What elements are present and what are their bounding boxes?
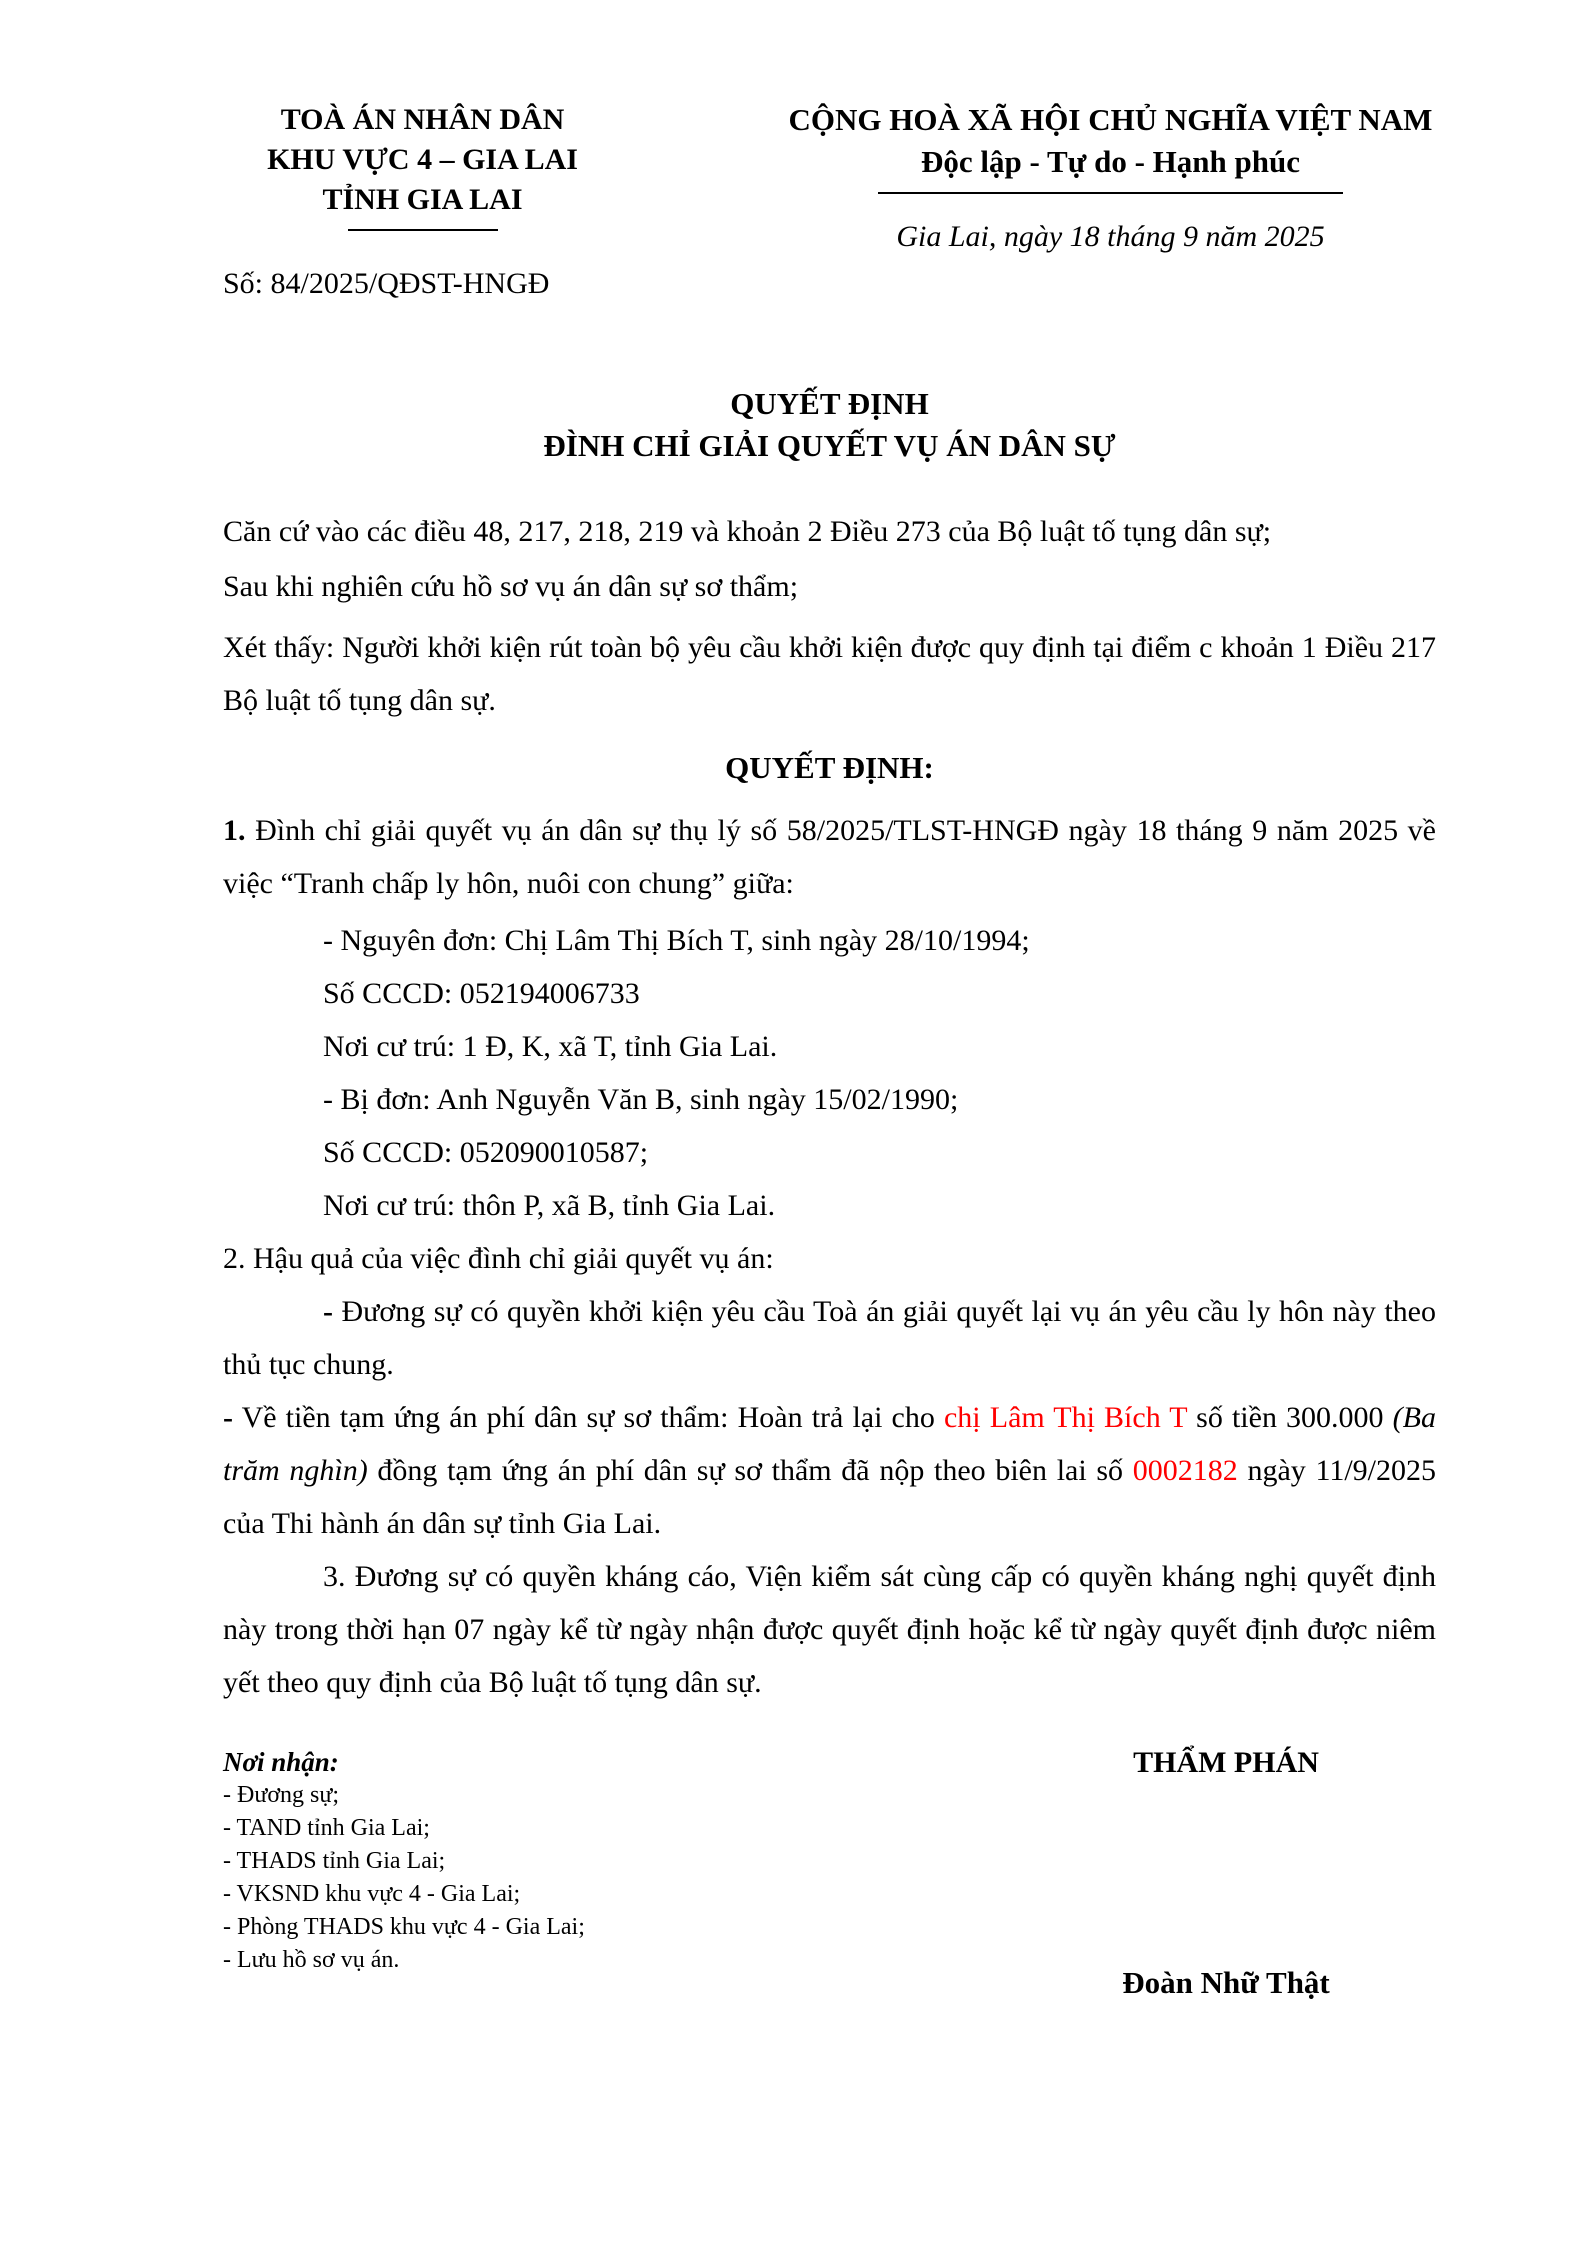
court-name-line2: KHU VỰC 4 – GIA LAI xyxy=(267,143,578,176)
recipient-line: - THADS tỉnh Gia Lai; xyxy=(223,1848,446,1874)
article-3-text: Đương sự có quyền kháng cáo, Viện kiểm sát cùng cấp có quyền kháng nghị quyết định này trong thời hạn 07 ngày kể từ ngày nhận được quyết định hoặc kể từ ngày quyết định được niêm yết theo quy định của Bộ luật tố tụng dân sự. xyxy=(223,1560,1436,1699)
refund-text-3: đồng tạm ứng án phí dân sự sơ thẩm đã nộp theo biên lai số xyxy=(367,1454,1133,1487)
article-2-number: 2. xyxy=(223,1242,246,1275)
dash-marker: - xyxy=(223,1401,233,1434)
court-block-rule xyxy=(348,229,498,231)
issuing-court-block xyxy=(150,100,695,301)
article-3-number: 3. xyxy=(323,1560,346,1593)
party-line: Số CCCD: 052194006733 xyxy=(323,977,640,1010)
recipients-block xyxy=(223,1745,1016,1977)
signer-name: Đoàn Nhữ Thật xyxy=(1122,1965,1330,2000)
place-date-line: Gia Lai, ngày 18 tháng 9 năm 2025 xyxy=(896,220,1325,253)
party-line: - Bị đơn: Anh Nguyễn Văn B, sinh ngày 15/02/1990; xyxy=(323,1083,959,1116)
article-1-number: 1. xyxy=(223,814,246,847)
recipient-line: - Đương sự; xyxy=(223,1782,340,1808)
party-line: - Nguyên đơn: Chị Lâm Thị Bích T, sinh ngày 28/10/1994; xyxy=(323,924,1030,957)
recipient-line: - Lưu hồ sơ vụ án. xyxy=(223,1947,400,1973)
document-title xyxy=(0,383,1586,467)
article-2-consequence xyxy=(223,1285,1436,1391)
document-footer xyxy=(0,1709,1586,2001)
preamble-paragraph: Xét thấy: Người khởi kiện rút toàn bộ yêu cầu khởi kiện được quy định tại điểm c khoản 1 Điều 217 Bộ luật tố tụng dân sự. xyxy=(223,631,1436,717)
party-line: Nơi cư trú: thôn P, xã B, tỉnh Gia Lai. xyxy=(323,1189,776,1222)
party-line: Số CCCD: 052090010587; xyxy=(323,1136,649,1169)
amount-in-words: (Ba trăm nghìn) xyxy=(223,1401,1436,1487)
party-line: Nơi cư trú: 1 Đ, K, xã T, tỉnh Gia Lai. xyxy=(323,1030,778,1063)
court-name-line3: TỈNH GIA LAI xyxy=(322,183,523,216)
dash-marker: - xyxy=(323,1295,333,1328)
article-2-text: Hậu quả của việc đình chỉ giải quyết vụ án: xyxy=(245,1242,774,1275)
document-number: Số: 84/2025/QĐST-HNGĐ xyxy=(223,267,550,300)
article-2-consequence-text: Đương sự có quyền khởi kiện yêu cầu Toà án giải quyết lại vụ án yêu cầu ly hôn này theo thủ tục chung. xyxy=(223,1295,1436,1381)
article-2 xyxy=(223,1232,1436,1285)
recipient-line: - TAND tỉnh Gia Lai; xyxy=(223,1815,430,1841)
national-motto-block xyxy=(695,100,1526,301)
preamble-paragraph: Sau khi nghiên cứu hồ sơ vụ án dân sự sơ thẩm; xyxy=(223,570,799,603)
motto-rule xyxy=(878,192,1343,194)
article-1-text: Đình chỉ giải quyết vụ án dân sự thụ lý số 58/2025/TLST-HNGĐ ngày 18 tháng 9 năm 2025 về việc “Tranh chấp ly hôn, nuôi con chung” giữa: xyxy=(223,814,1436,900)
parties-list xyxy=(223,914,1436,1232)
document-header xyxy=(0,0,1586,301)
title-line2: ĐÌNH CHỈ GIẢI QUYẾT VỤ ÁN DÂN SỰ xyxy=(543,428,1116,463)
refund-text-1: Về tiền tạm ứng án phí dân sự sơ thẩm: Hoàn trả lại cho xyxy=(233,1401,944,1434)
recipient-line: - VKSND khu vực 4 - Gia Lai; xyxy=(223,1881,521,1907)
refund-text-4: ngày 11/9/2025 của Thi hành án dân sự tỉnh Gia Lai. xyxy=(223,1454,1437,1540)
title-line1: QUYẾT ĐỊNH xyxy=(730,386,929,421)
refund-paragraph xyxy=(223,1391,1436,1550)
signature-block xyxy=(1016,1745,1436,2001)
refund-text-2: số tiền 300.000 xyxy=(1187,1401,1393,1434)
article-3 xyxy=(223,1550,1436,1709)
receipt-number: 0002182 xyxy=(1132,1454,1238,1487)
recipients-label: Nơi nhận: xyxy=(223,1747,339,1777)
decision-heading: QUYẾT ĐỊNH: xyxy=(725,750,934,785)
refund-recipient-name: chị Lâm Thị Bích T xyxy=(943,1401,1188,1434)
signer-title: THẨM PHÁN xyxy=(1133,1746,1319,1779)
national-title: CỘNG HOÀ XÃ HỘI CHỦ NGHĨA VIỆT NAM xyxy=(788,102,1433,137)
article-1 xyxy=(223,804,1436,910)
recipient-line: - Phòng THADS khu vực 4 - Gia Lai; xyxy=(223,1914,585,1940)
preamble-paragraph: Căn cứ vào các điều 48, 217, 218, 219 và khoản 2 Điều 273 của Bộ luật tố tụng dân sự; xyxy=(223,515,1272,548)
document-body xyxy=(0,505,1586,1709)
court-name-line1: TOÀ ÁN NHÂN DÂN xyxy=(280,103,565,136)
national-motto: Độc lập - Tự do - Hạnh phúc xyxy=(921,144,1300,179)
